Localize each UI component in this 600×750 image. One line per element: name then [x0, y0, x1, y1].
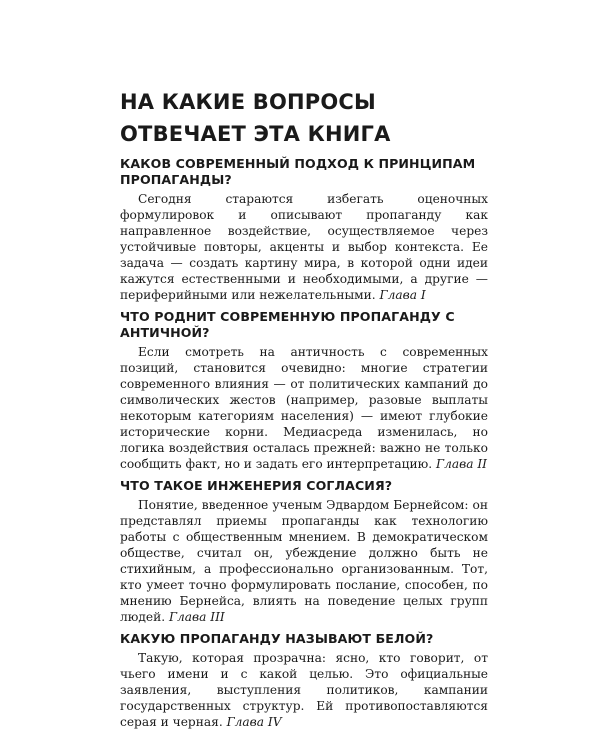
question-heading: ЧТО ТАКОЕ ИНЖЕНЕРИЯ СОГЛАСИЯ? — [120, 478, 393, 493]
answer-text: Если смотреть на античность с современных позиций, становится очевидно: многие стратегии современного влияния — от политических кампаний до символических жестов (например, разовые выплаты некоторым категориям населения) — имеют глубокие исторические корни. Медиасреда изменилась, но логика воздействия осталась прежней: важно не только сообщить факт, но и задать его интерпретацию. — [120, 345, 488, 471]
answer-paragraph — [120, 344, 488, 472]
qa-section-1 — [120, 156, 488, 303]
chapter-reference: Глава III — [168, 610, 225, 624]
page-title-line-2: ОТВЕЧАЕТ ЭТА КНИГА — [120, 122, 391, 146]
question-heading: ЧТО РОДНИТ СОВРЕМЕННУЮ ПРОПАГАНДУ С АНТИЧНОЙ? — [120, 309, 455, 340]
page-title-line-1: НА КАКИЕ ВОПРОСЫ — [120, 90, 376, 114]
chapter-reference: Глава II — [436, 457, 487, 471]
answer-text: Сегодня стараются избегать оценочных формулировок и описывают пропаганду как направленное воздействие, осуществляемое через устойчивые повторы, акценты и выбор контекста. Ее задача — создать картину мира, в которой одни идеи кажутся естественными и необходимыми, а другие — периферийными или нежелательными. — [120, 192, 488, 302]
chapter-reference: Глава I — [379, 288, 426, 302]
answer-text: Такую, которая прозрачна: ясно, кто говорит, от чьего имени и с какой целью. Это официальные заявления, выступления политиков, кампании государственных структур. Ей противопоставляются серая и черная. — [120, 651, 488, 729]
answer-paragraph — [120, 497, 488, 625]
qa-section-2 — [120, 309, 488, 472]
page-title — [120, 86, 488, 150]
question-heading: КАКУЮ ПРОПАГАНДУ НАЗЫВАЮТ БЕЛОЙ? — [120, 631, 434, 646]
book-page — [120, 86, 488, 736]
qa-section-4 — [120, 631, 488, 730]
chapter-reference: Глава IV — [226, 715, 282, 729]
answer-text: Понятие, введенное ученым Эдвардом Бернейсом: он представлял приемы пропаганды как технологию работы с общественным мнением. В демократическом обществе, считал он, убеждение должно быть не стихийным, а профессионально организованным. Тот, кто умеет точно формулировать послание, способен, по мнению Бернейса, влиять на поведение целых групп людей. — [120, 498, 488, 624]
answer-paragraph — [120, 191, 488, 303]
answer-paragraph — [120, 650, 488, 730]
qa-section-3 — [120, 478, 488, 625]
question-heading: КАКОВ СОВРЕМЕННЫЙ ПОДХОД К ПРИНЦИПАМ ПРОПАГАНДЫ? — [120, 156, 476, 187]
